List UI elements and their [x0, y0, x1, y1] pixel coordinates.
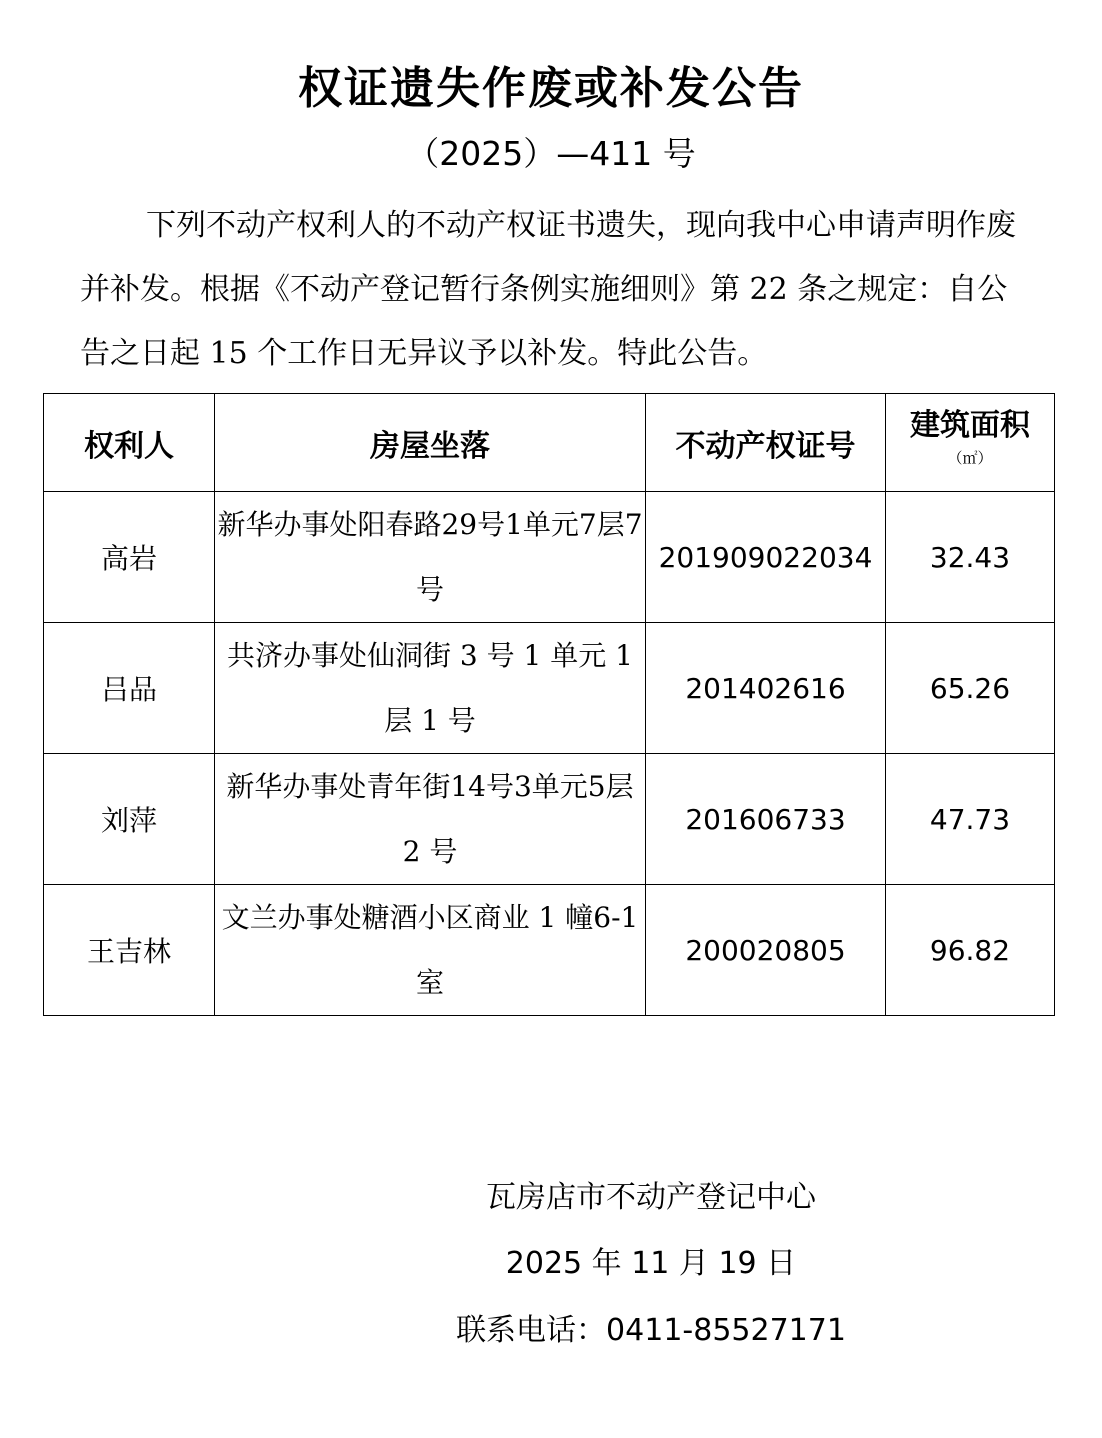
area-cell: 47.73 — [886, 754, 1055, 885]
header-area-unit: （㎡） — [947, 448, 993, 467]
header-address: 房屋坐落 — [215, 394, 646, 492]
issue-date: 2025 年 11 月 19 日 — [505, 1246, 797, 1281]
header-area-label: 建筑面积 — [910, 407, 1030, 443]
table-row — [44, 754, 1055, 885]
table-row — [44, 885, 1055, 1016]
cert-number-cell: 201402616 — [646, 623, 886, 754]
area-cell: 65.26 — [886, 623, 1055, 754]
address-cell: 新华办事处阳春路29号1单元7层7号 — [215, 492, 646, 623]
lost-certificate-table — [43, 393, 1055, 1016]
header-owner: 权利人 — [44, 394, 215, 492]
cert-number-cell: 201909022034 — [646, 492, 886, 623]
issuing-organization: 瓦房店市不动产登记中心 — [486, 1180, 816, 1215]
cert-number-cell: 200020805 — [646, 885, 886, 1016]
area-cell: 96.82 — [886, 885, 1055, 1016]
table-row — [44, 492, 1055, 623]
owner-cell: 刘萍 — [44, 754, 215, 885]
cert-number-cell: 201606733 — [646, 754, 886, 885]
address-cell: 文兰办事处糖酒小区商业 1 幢6-1 室 — [215, 885, 646, 1016]
contact-phone: 联系电话：0411-85527171 — [456, 1313, 846, 1348]
address-cell: 新华办事处青年街14号3单元5层 2 号 — [215, 754, 646, 885]
owner-cell: 王吉林 — [44, 885, 215, 1016]
owner-cell: 吕品 — [44, 623, 215, 754]
notice-body-paragraph: 下列不动产权利人的不动产权证书遗失，现向我中心申请声明作废并补发。根据《不动产登记暂行条例实施细则》第 22 条之规定：自公告之日起 15 个工作日无异议予以补发。特此公告。 — [80, 208, 1016, 371]
table-row — [44, 623, 1055, 754]
owner-cell: 高岩 — [44, 492, 215, 623]
document-number: （2025）—411 号 — [406, 134, 696, 173]
notice-title: 权证遗失作废或补发公告 — [298, 63, 804, 114]
header-cert-number: 不动产权证号 — [646, 394, 886, 492]
area-cell: 32.43 — [886, 492, 1055, 623]
table-header-row — [44, 394, 1055, 492]
address-cell: 共济办事处仙洞街 3 号 1 单元 1层 1 号 — [215, 623, 646, 754]
header-area — [886, 394, 1055, 492]
